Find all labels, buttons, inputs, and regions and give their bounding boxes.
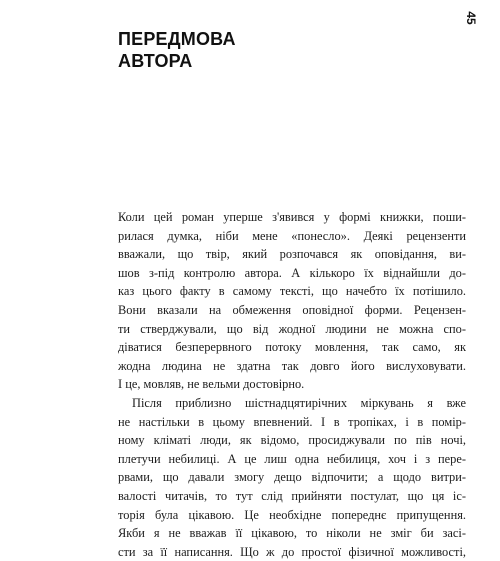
text-line: сти за її написання. Що ж до простої фізичної можливості, — [118, 544, 466, 559]
heading-line-1: ПЕРЕДМОВА — [118, 29, 236, 49]
text-line: ному кліматі люди, як відомо, просиджували по пів ночі, — [118, 433, 466, 448]
heading-line-2: АВТОРА — [118, 51, 193, 71]
text-line: торія була цікавою. Це необхідне попереднє припущення. — [118, 507, 466, 522]
page-number: 45 — [464, 11, 478, 25]
text-line: ти стверджували, що від жодної людини не можна спо- — [118, 321, 466, 336]
body-text — [118, 208, 466, 561]
text-line: валості читачів, то тут слід прийняти постулат, що ця іс- — [118, 488, 466, 503]
text-line: І це, мовляв, не вельми достовірно. — [118, 377, 305, 392]
text-line: каз цього факту в самому тексті, що начебто їх потішило. — [118, 284, 466, 299]
text-line: Вони вказали на обмеження оповідної форми. Рецензен- — [118, 302, 466, 317]
text-line: вважали, що твір, який розпочався як оповідання, ви- — [118, 247, 466, 262]
text-line: плетучи небилиці. А це лиш одна небилиця, хоч і з пере- — [118, 451, 466, 466]
text-line: Коли цей роман уперше з'явився у формі книжки, поши- — [118, 210, 466, 224]
text-line: рилася думка, ніби мене «понесло». Деякі рецензенти — [118, 228, 466, 243]
chapter-heading — [118, 28, 236, 72]
text-line: Після приблизно шістнадцятирічних міркувань я вже — [132, 395, 466, 410]
text-line: шов з-під контролю автора. А кількоро їх віднайшли до- — [118, 265, 466, 280]
text-line: жодна людина не здатна так довго його вислуховувати. — [118, 358, 466, 373]
text-line: не настільки в цьому впевнений. І в тропіках, і в помір- — [118, 414, 466, 429]
text-line: рвами, що давали змогу дещо відпочити; а щодо витри- — [118, 470, 466, 485]
text-line: Якби я не вважав її цікавою, то ніколи не зміг би засі- — [118, 526, 466, 541]
text-line: діватися безперервного потоку мовлення, так само, як — [118, 340, 466, 355]
